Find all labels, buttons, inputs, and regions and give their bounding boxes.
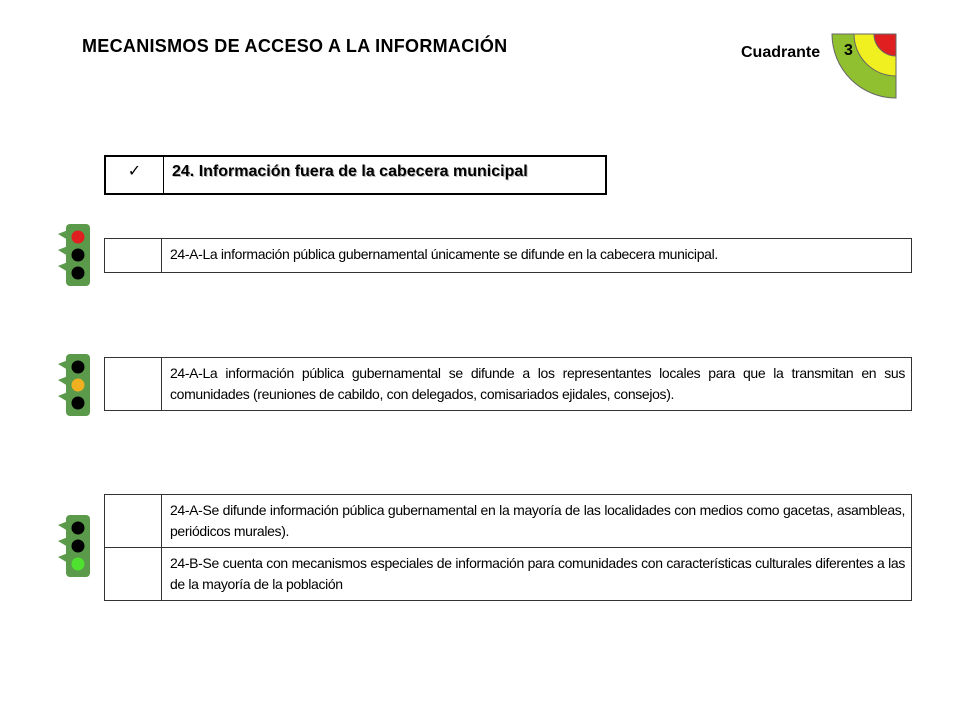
criterion-text: 24-A-Se difunde información pública gubernamental en la mayoría de las localidades con medios como gacetas, asambleas, periódicos murales). [162,495,912,548]
table-row [105,548,912,601]
traffic-light-yellow-icon [58,354,92,416]
criterion-text: 24-A-La información pública gubernamental únicamente se difunde en la cabecera municipal. [162,239,912,273]
level-red-table [104,238,912,273]
quadrant-number: 3 [844,42,853,59]
level-green-table [104,494,912,601]
traffic-light-red-icon [58,224,92,286]
blank-cell [105,495,162,548]
blank-cell [105,358,162,411]
traffic-light-green-icon [58,515,92,577]
table-row [105,358,912,411]
checkmark-icon: ✓ [106,157,164,193]
criterion-text: 24-B-Se cuenta con mecanismos especiales de información para comunidades con características culturales diferentes a las de la mayoría de la población [162,548,912,601]
quadrant-label: Cuadrante [741,44,821,61]
level-yellow-table [104,357,912,411]
section-heading: 24. Información fuera de la cabecera municipal [172,163,528,180]
table-row [105,239,912,273]
section-header [104,155,607,195]
table-row [105,495,912,548]
blank-cell [105,239,162,273]
quadrant-gauge-icon [830,30,900,102]
criterion-text: 24-A-La información pública gubernamental se difunde a los representantes locales para que la transmitan en sus comunidades (reuniones de cabildo, con delegados, comisariados ejidales, consejos). [162,358,912,411]
blank-cell [105,548,162,601]
page-title: MECANISMOS DE ACCESO A LA INFORMACIÓN [82,36,508,56]
